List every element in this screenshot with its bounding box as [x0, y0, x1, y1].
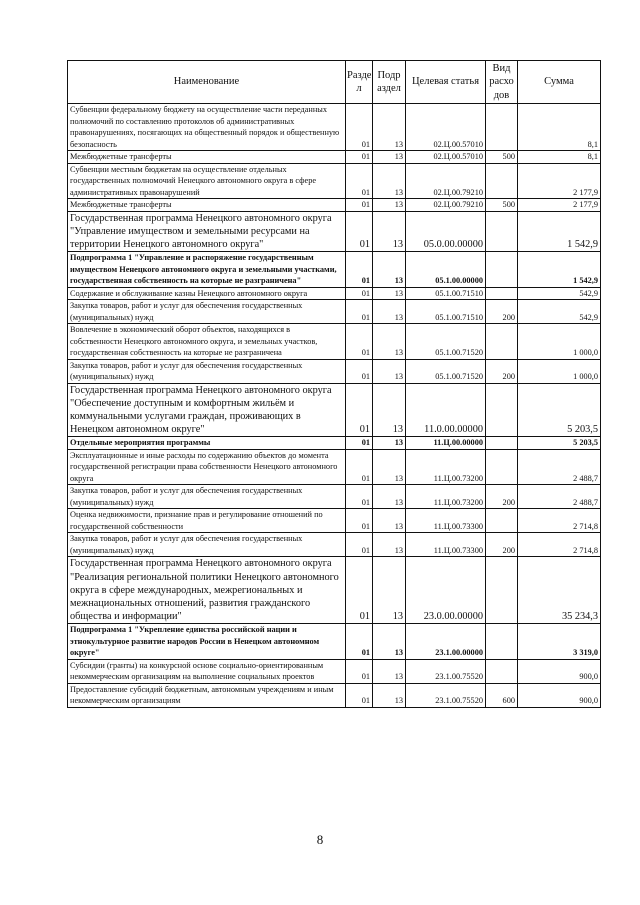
- row-sum: 3 319,0: [518, 624, 601, 660]
- row-expense-kind: [486, 449, 518, 485]
- table-row: [68, 437, 601, 450]
- row-sum: 8,1: [518, 151, 601, 164]
- row-subsection: 13: [373, 359, 406, 383]
- row-name: Государственная программа Ненецкого автономного округа "Обеспечение доступным и комфортным жильём и коммунальными услугами граждан, проживающих в Ненецком автономном округе": [68, 383, 346, 437]
- row-section: 01: [346, 533, 373, 557]
- row-sum: 8,1: [518, 104, 601, 151]
- row-section: 01: [346, 659, 373, 683]
- row-name: Подпрограмма 1 "Управление и распоряжение государственным имуществом Ненецкого автономного округа и земельными участками, государственная собственность на которые не разграничена": [68, 252, 346, 288]
- row-sum: 1 542,9: [518, 252, 601, 288]
- row-expense-kind: 500: [486, 151, 518, 164]
- row-subsection: 13: [373, 509, 406, 533]
- row-expense-kind: 200: [486, 485, 518, 509]
- header-sum: Сумма: [518, 61, 601, 104]
- row-section: 01: [346, 300, 373, 324]
- row-section: 01: [346, 624, 373, 660]
- header-target-article: Целевая статья: [406, 61, 486, 104]
- row-target-article: 05.1.00.00000: [406, 252, 486, 288]
- row-section: 01: [346, 557, 373, 624]
- table-row: [68, 359, 601, 383]
- header-subsection: Подр аздел: [373, 61, 406, 104]
- row-subsection: 13: [373, 437, 406, 450]
- row-subsection: 13: [373, 383, 406, 437]
- row-subsection: 13: [373, 287, 406, 300]
- row-name: Отдельные мероприятия программы: [68, 437, 346, 450]
- row-expense-kind: 600: [486, 683, 518, 707]
- row-section: 01: [346, 324, 373, 360]
- row-subsection: 13: [373, 163, 406, 199]
- row-expense-kind: 200: [486, 300, 518, 324]
- row-target-article: 05.1.00.71510: [406, 300, 486, 324]
- header-expense-kind: Вид расхо дов: [486, 61, 518, 104]
- row-expense-kind: 200: [486, 533, 518, 557]
- row-sum: 2 177,9: [518, 163, 601, 199]
- row-sum: 2 714,8: [518, 533, 601, 557]
- row-target-article: 02.Ц.00.57010: [406, 151, 486, 164]
- row-sum: 900,0: [518, 659, 601, 683]
- row-target-article: 02.Ц.00.79210: [406, 163, 486, 199]
- row-sum: 5 203,5: [518, 437, 601, 450]
- row-expense-kind: [486, 557, 518, 624]
- row-name: Государственная программа Ненецкого автономного округа "Управление имуществом и земельными ресурсами на территории Ненецкого автономного округа": [68, 211, 346, 252]
- table-row: [68, 287, 601, 300]
- table-row: [68, 557, 601, 624]
- row-section: 01: [346, 211, 373, 252]
- table-row: [68, 533, 601, 557]
- row-sum: 1 000,0: [518, 359, 601, 383]
- budget-table: [67, 60, 601, 708]
- row-expense-kind: [486, 252, 518, 288]
- header-row: [68, 61, 601, 104]
- row-name: Вовлечение в экономический оборот объектов, находящихся в собственности Ненецкого автономного округа, и земельных участков, государственная собственность на которые не разграничена: [68, 324, 346, 360]
- row-expense-kind: [486, 383, 518, 437]
- table-row: [68, 624, 601, 660]
- row-section: 01: [346, 252, 373, 288]
- table-row: [68, 485, 601, 509]
- row-section: 01: [346, 359, 373, 383]
- table-body: [68, 104, 601, 708]
- row-name: Содержание и обслуживание казны Ненецкого автономного округа: [68, 287, 346, 300]
- table-row: [68, 199, 601, 212]
- row-expense-kind: [486, 509, 518, 533]
- row-name: Закупка товаров, работ и услуг для обеспечения государственных (муниципальных) нужд: [68, 359, 346, 383]
- row-target-article: 05.1.00.71520: [406, 359, 486, 383]
- row-sum: 542,9: [518, 287, 601, 300]
- row-target-article: 11.Ц.00.00000: [406, 437, 486, 450]
- row-section: 01: [346, 151, 373, 164]
- row-sum: 2 488,7: [518, 485, 601, 509]
- row-section: 01: [346, 485, 373, 509]
- row-section: 01: [346, 104, 373, 151]
- row-target-article: 11.Ц.00.73300: [406, 509, 486, 533]
- row-subsection: 13: [373, 485, 406, 509]
- row-name: Государственная программа Ненецкого автономного округа "Реализация региональной политики Ненецкого автономного округа в сфере международных, межрегиональных и межнациональных отношений, развития гражданского общества и информации": [68, 557, 346, 624]
- table-row: [68, 300, 601, 324]
- row-subsection: 13: [373, 199, 406, 212]
- row-target-article: 02.Ц.00.79210: [406, 199, 486, 212]
- row-sum: 1 542,9: [518, 211, 601, 252]
- table-row: [68, 252, 601, 288]
- row-subsection: 13: [373, 449, 406, 485]
- row-name: Межбюджетные трансферты: [68, 199, 346, 212]
- row-expense-kind: 200: [486, 359, 518, 383]
- row-expense-kind: [486, 211, 518, 252]
- row-name: Субсидии (гранты) на конкурсной основе социально-ориентированным некоммерческим организациям на выполнение социальных проектов: [68, 659, 346, 683]
- row-target-article: 05.1.00.71520: [406, 324, 486, 360]
- row-name: Оценка недвижимости, признание прав и регулирование отношений по государственной собственности: [68, 509, 346, 533]
- page-number: 8: [316, 832, 324, 847]
- row-section: 01: [346, 449, 373, 485]
- row-target-article: 02.Ц.00.57010: [406, 104, 486, 151]
- row-subsection: 13: [373, 252, 406, 288]
- row-target-article: 05.1.00.71510: [406, 287, 486, 300]
- row-name: Субвенции федеральному бюджету на осуществление части переданных полномочий по составлению протоколов об административных правонарушениях, посягающих на общественный порядок и общественную безопасность: [68, 104, 346, 151]
- row-subsection: 13: [373, 300, 406, 324]
- row-subsection: 13: [373, 533, 406, 557]
- row-expense-kind: [486, 163, 518, 199]
- table-row: [68, 449, 601, 485]
- row-section: 01: [346, 683, 373, 707]
- row-sum: 2 488,7: [518, 449, 601, 485]
- row-section: 01: [346, 383, 373, 437]
- row-name: Межбюджетные трансферты: [68, 151, 346, 164]
- row-name: Закупка товаров, работ и услуг для обеспечения государственных (муниципальных) нужд: [68, 533, 346, 557]
- row-expense-kind: [486, 104, 518, 151]
- row-name: Предоставление субсидий бюджетным, автономным учреждениям и иным некоммерческим организациям: [68, 683, 346, 707]
- row-sum: 900,0: [518, 683, 601, 707]
- row-sum: 1 000,0: [518, 324, 601, 360]
- row-name: Подпрограмма 1 "Укрепление единства российской нации и этнокультурное развитие народов России в Ненецком автономном округе": [68, 624, 346, 660]
- row-sum: 2 177,9: [518, 199, 601, 212]
- row-sum: 5 203,5: [518, 383, 601, 437]
- table-row: [68, 151, 601, 164]
- row-section: 01: [346, 199, 373, 212]
- header-name: Наименование: [68, 61, 346, 104]
- row-subsection: 13: [373, 683, 406, 707]
- row-target-article: 11.Ц.00.73300: [406, 533, 486, 557]
- row-section: 01: [346, 287, 373, 300]
- row-target-article: 23.1.00.00000: [406, 624, 486, 660]
- table-row: [68, 683, 601, 707]
- row-name: Эксплуатационные и иные расходы по содержанию объектов до момента государственной регистрации права собственности Ненецкого автономного округа: [68, 449, 346, 485]
- row-target-article: 11.Ц.00.73200: [406, 485, 486, 509]
- row-sum: 542,9: [518, 300, 601, 324]
- row-sum: 2 714,8: [518, 509, 601, 533]
- row-target-article: 05.0.00.00000: [406, 211, 486, 252]
- row-sum: 35 234,3: [518, 557, 601, 624]
- row-subsection: 13: [373, 324, 406, 360]
- table-row: [68, 211, 601, 252]
- row-subsection: 13: [373, 211, 406, 252]
- row-target-article: 23.1.00.75520: [406, 659, 486, 683]
- row-subsection: 13: [373, 104, 406, 151]
- row-target-article: 11.0.00.00000: [406, 383, 486, 437]
- row-subsection: 13: [373, 624, 406, 660]
- row-section: 01: [346, 509, 373, 533]
- row-expense-kind: [486, 324, 518, 360]
- table-row: [68, 104, 601, 151]
- row-expense-kind: [486, 287, 518, 300]
- row-expense-kind: [486, 437, 518, 450]
- row-subsection: 13: [373, 557, 406, 624]
- row-expense-kind: [486, 659, 518, 683]
- table-row: [68, 163, 601, 199]
- row-expense-kind: 500: [486, 199, 518, 212]
- row-subsection: 13: [373, 659, 406, 683]
- row-name: Закупка товаров, работ и услуг для обеспечения государственных (муниципальных) нужд: [68, 485, 346, 509]
- row-section: 01: [346, 437, 373, 450]
- row-subsection: 13: [373, 151, 406, 164]
- row-section: 01: [346, 163, 373, 199]
- table-row: [68, 509, 601, 533]
- row-name: Субвенции местным бюджетам на осуществление отдельных государственных полномочий Ненецкого автономного округа в сфере административных правонарушений: [68, 163, 346, 199]
- row-target-article: 23.1.00.75520: [406, 683, 486, 707]
- table-row: [68, 383, 601, 437]
- row-name: Закупка товаров, работ и услуг для обеспечения государственных (муниципальных) нужд: [68, 300, 346, 324]
- table-row: [68, 659, 601, 683]
- row-target-article: 23.0.00.00000: [406, 557, 486, 624]
- header-section: Разде л: [346, 61, 373, 104]
- row-expense-kind: [486, 624, 518, 660]
- row-target-article: 11.Ц.00.73200: [406, 449, 486, 485]
- table-row: [68, 324, 601, 360]
